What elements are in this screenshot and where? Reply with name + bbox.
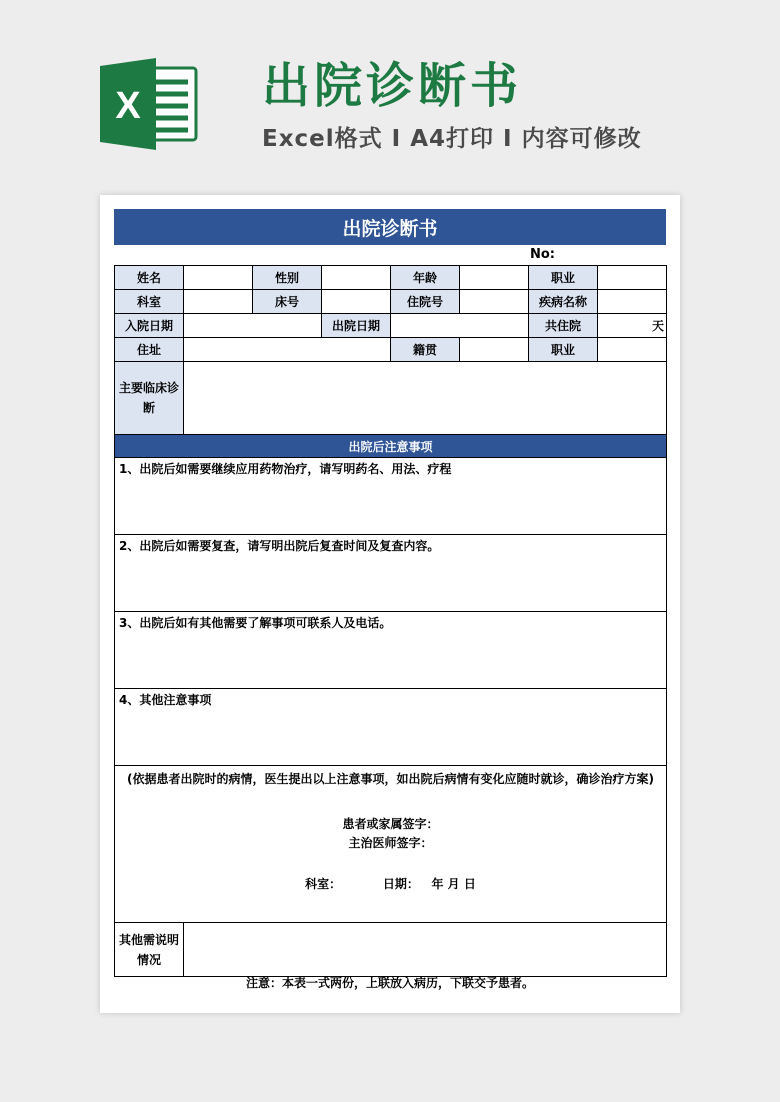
admit-date-label: 入院日期 (115, 314, 184, 338)
note-contact[interactable]: 3、出院后如有其他需要了解事项可联系人及电话。 (115, 612, 667, 689)
department-date-line[interactable]: 科室： 日期： 年 月 日 (305, 877, 476, 891)
table-row (115, 266, 667, 290)
origin-field[interactable] (460, 338, 529, 362)
other-remarks-label: 其他需说明情况 (115, 923, 184, 977)
discharge-date-label: 出院日期 (322, 314, 391, 338)
age-label: 年龄 (391, 266, 460, 290)
bed-number-field[interactable] (322, 290, 391, 314)
page-title: 出院诊断书 (262, 58, 523, 114)
gender-label: 性别 (253, 266, 322, 290)
table-row (115, 458, 667, 535)
age-field[interactable] (460, 266, 529, 290)
bed-number-label: 床号 (253, 290, 322, 314)
number-label: No: (530, 247, 556, 262)
table-row (115, 290, 667, 314)
note-followup[interactable]: 2、出院后如需要复查，请写明出院后复查时间及复查内容。 (115, 535, 667, 612)
section-header: 出院后注意事项 (115, 435, 667, 458)
admission-number-label: 住院号 (391, 290, 460, 314)
total-stay-label: 共住院 (529, 314, 598, 338)
name-label: 姓名 (115, 266, 184, 290)
note-other[interactable]: 4、其他注意事项 (115, 689, 667, 766)
table-row (115, 923, 667, 977)
patient-signature-label[interactable]: 患者或家属签字： (342, 817, 439, 831)
diagnosis-field[interactable] (184, 362, 667, 435)
discharge-form-table (114, 265, 667, 977)
admission-number-field[interactable] (460, 290, 529, 314)
page-subtitle: Excel格式 I A4打印 I 内容可修改 (262, 126, 642, 152)
total-stay-field[interactable]: 天 (598, 314, 667, 338)
svg-text:X: X (115, 85, 141, 127)
footnote: 注意：本表一式两份，上联放入病历，下联交予患者。 (245, 976, 534, 990)
job-field[interactable] (598, 338, 667, 362)
department-field[interactable] (184, 290, 253, 314)
doctor-signature-label[interactable]: 主治医师签字： (348, 836, 433, 850)
document-sheet (100, 195, 680, 1013)
table-row (115, 766, 667, 923)
discharge-date-field[interactable] (391, 314, 529, 338)
form-title: 出院诊断书 (114, 209, 666, 245)
table-row (115, 362, 667, 435)
department-label: 科室 (115, 290, 184, 314)
origin-label: 籍贯 (391, 338, 460, 362)
table-row (115, 535, 667, 612)
excel-logo-icon (100, 58, 198, 150)
admit-date-field[interactable] (184, 314, 322, 338)
table-row (115, 338, 667, 362)
table-row (115, 435, 667, 458)
diagnosis-label: 主要临床诊断 (115, 362, 184, 435)
occupation-field[interactable] (598, 266, 667, 290)
address-label: 住址 (115, 338, 184, 362)
address-field[interactable] (184, 338, 391, 362)
disease-name-label: 疾病名称 (529, 290, 598, 314)
table-row (115, 314, 667, 338)
declaration-text: (依据患者出院时的病情，医生提出以上注意事项，如出院后病情有变化应随时就诊，确诊治疗方案) (127, 772, 654, 786)
table-row (115, 612, 667, 689)
disease-name-field[interactable] (598, 290, 667, 314)
note-medication[interactable]: 1、出院后如需要继续应用药物治疗，请写明药名、用法、疗程 (115, 458, 667, 535)
occupation-label: 职业 (529, 266, 598, 290)
other-remarks-field[interactable] (184, 923, 667, 977)
name-field[interactable] (184, 266, 253, 290)
table-row (115, 689, 667, 766)
signature-block (115, 766, 667, 923)
job-label: 职业 (529, 338, 598, 362)
gender-field[interactable] (322, 266, 391, 290)
